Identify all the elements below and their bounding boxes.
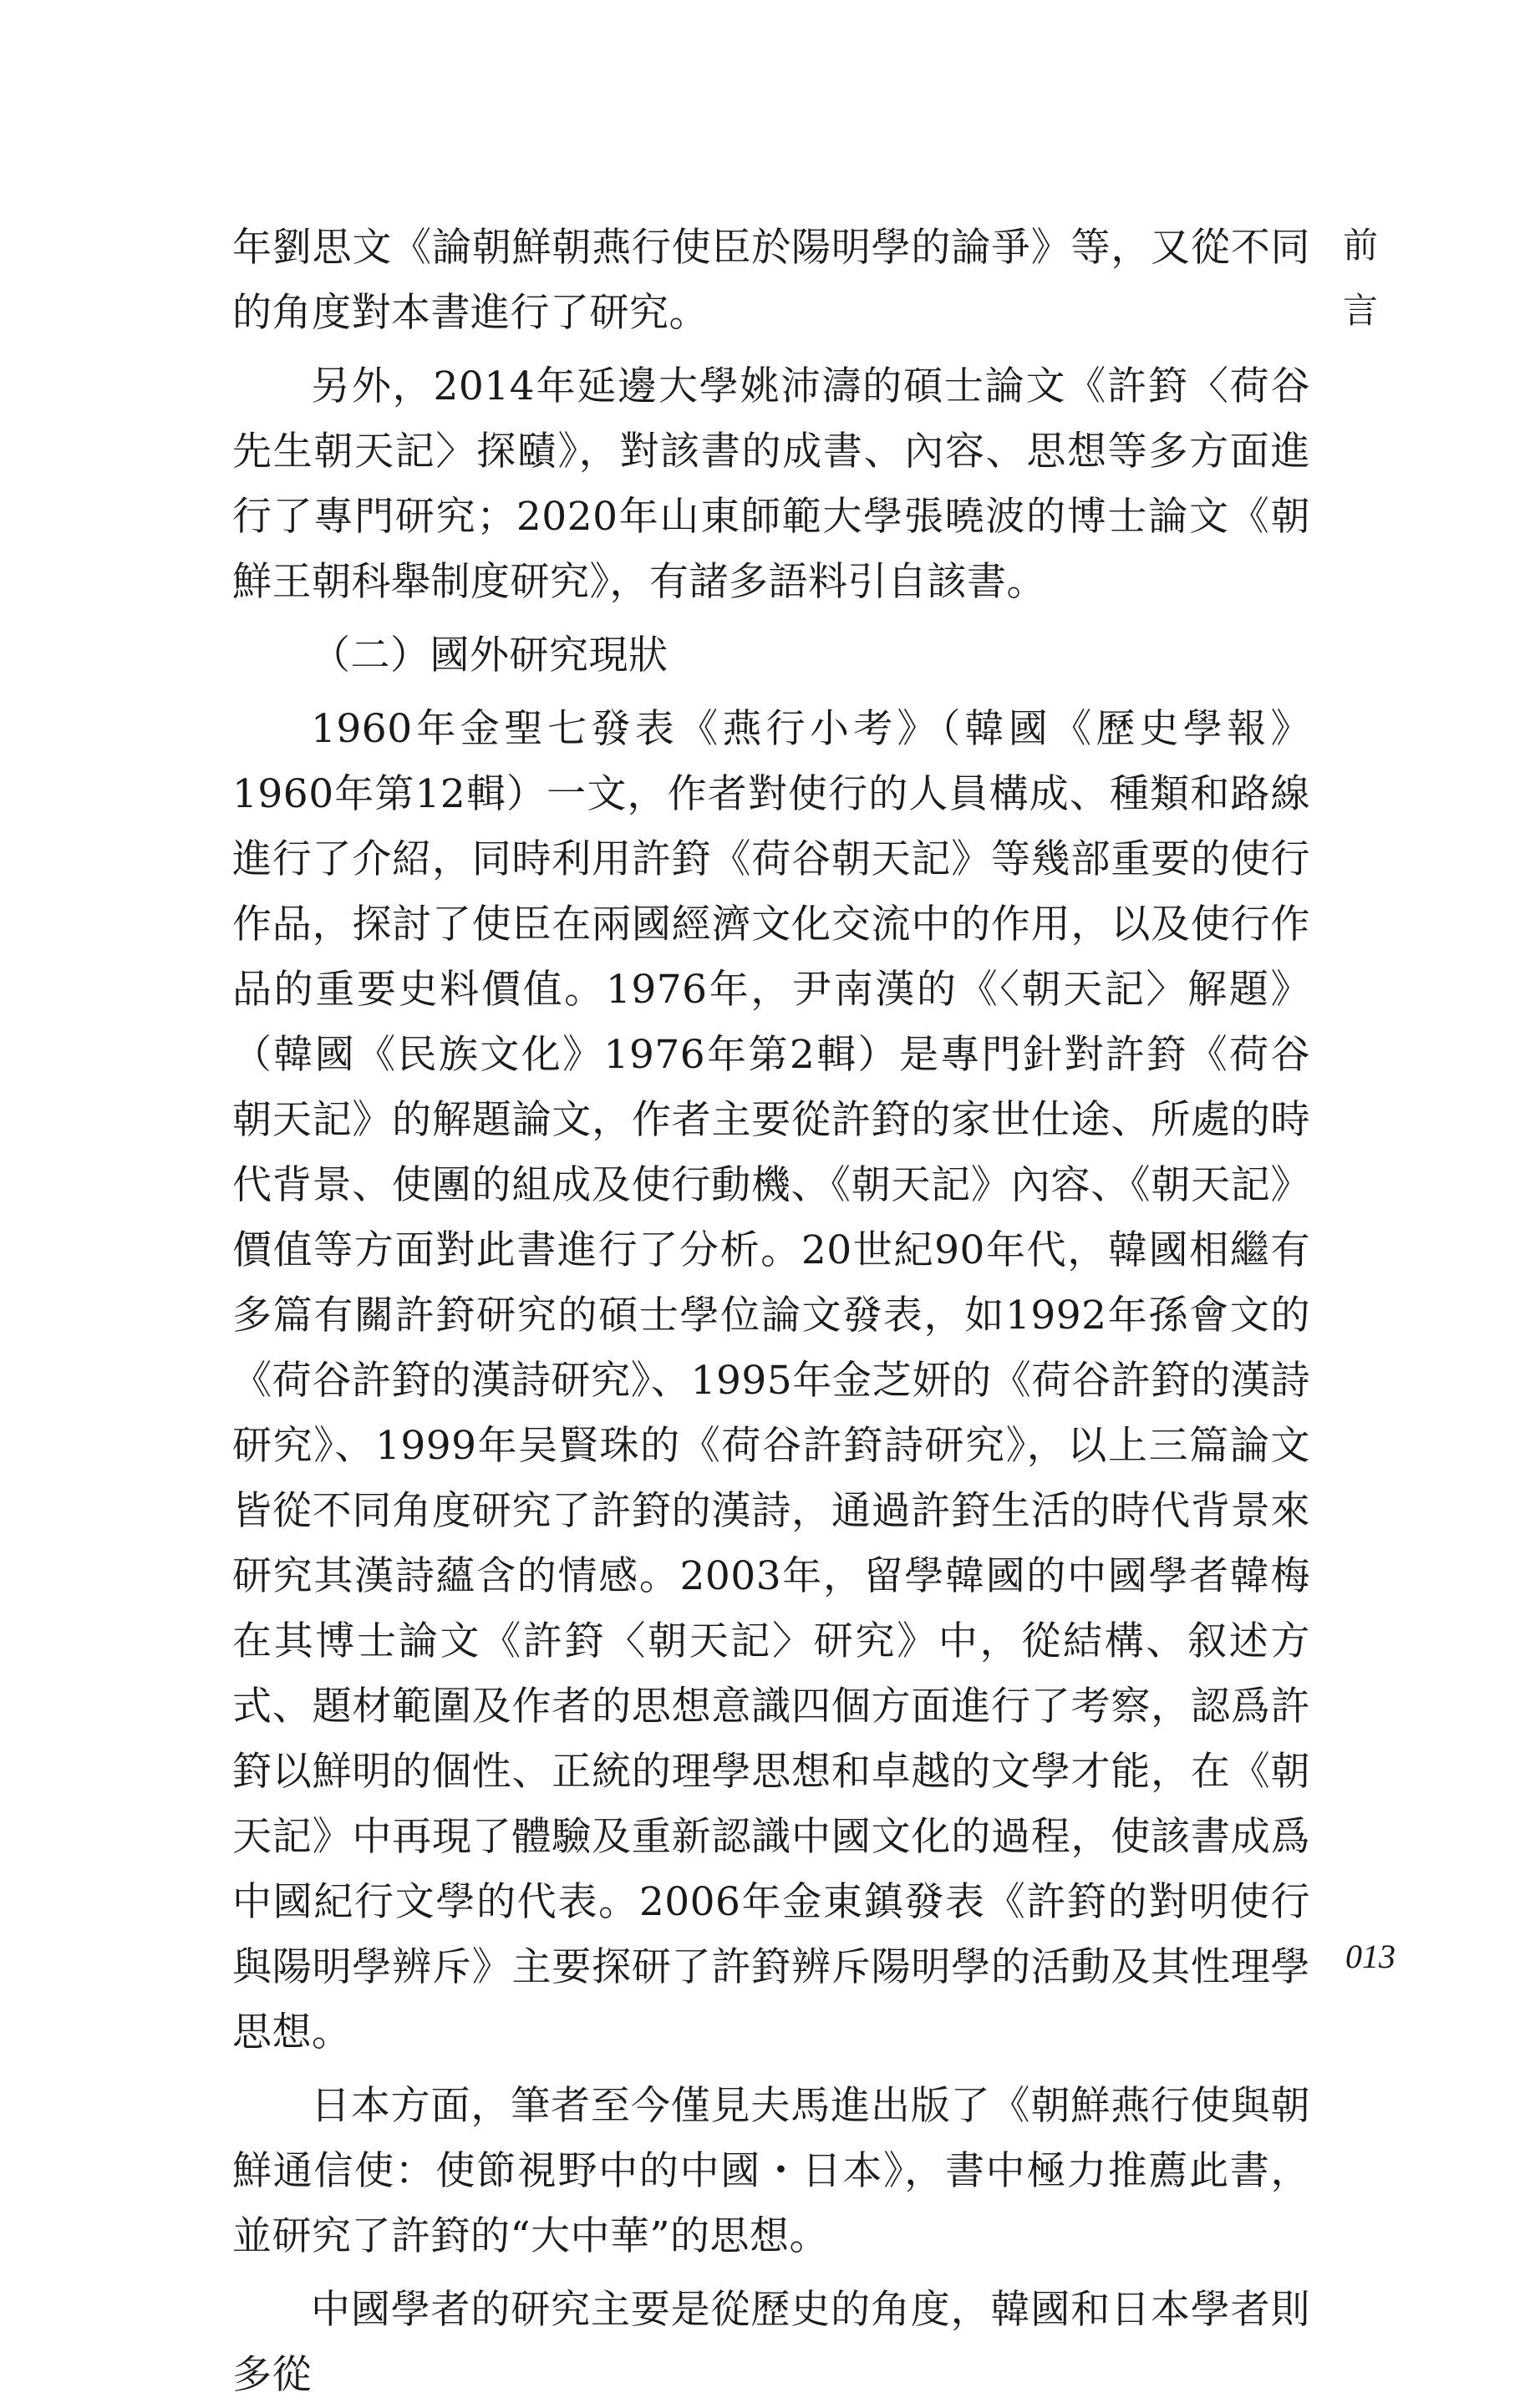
paragraph: 年劉思文《論朝鮮朝燕行使臣於陽明學的論爭》等，又從不同的角度對本書進行了研究。	[232, 225, 1310, 336]
running-header-char: 言	[1342, 290, 1378, 331]
paragraph: 中國學者的研究主要是從歷史的角度，韓國和日本學者則多從	[232, 2287, 1310, 2398]
paragraph: 另外，2014年延邊大學姚沛濤的碩士論文《許篈〈荷谷先生朝天記〉探賾》，對該書的成書、內容、思想等多方面進行了專門研究；2020年山東師範大學張曉波的博士論文《朝鮮王朝科舉制度研究》，有諸多語料引自該書。	[232, 363, 1310, 605]
section-heading: （二）國外研究現狀	[311, 632, 668, 678]
running-header-char: 前	[1342, 225, 1378, 266]
body-text	[232, 216, 1310, 2408]
running-header	[1337, 213, 1384, 343]
paragraph: 1960年金聖七發表《燕行小考》（韓國《歷史學報》1960年第12輯）一文，作者對使行的人員構成、種類和路線進行了介紹，同時利用許篈《荷谷朝天記》等幾部重要的使行作品，探討了使臣在兩國經濟文化交流中的作用，以及使行作品的重要史料價值。1976年，尹南漢的《〈朝天記〉解題》（韓國《民族文化》1976年第2輯）是專門針對許篈《荷谷朝天記》的解題論文，作者主要從許篈的家世仕途、所處的時代背景、使團的組成及使行動機、《朝天記》內容、《朝天記》價值等方面對此書進行了分析。20世紀90年代，韓國相繼有多篇有關許篈研究的碩士學位論文發表，如1992年孫會文的《荷谷許篈的漢詩研究》、1995年金芝妍的《荷谷許篈的漢詩研究》、1999年吴賢珠的《荷谷許篈詩研究》，以上三篇論文皆從不同角度研究了許篈的漢詩，通過許篈生活的時代背景來研究其漢詩蘊含的情感。2003年，留學韓國的中國學者韓梅在其博士論文《許篈〈朝天記〉研究》中，從結構、叙述方式、題材範圍及作者的思想意識四個方面進行了考察，認爲許篈以鮮明的個性、正統的理學思想和卓越的文學才能，在《朝天記》中再現了體驗及重新認識中國文化的過程，使該書成爲中國紀行文學的代表。2006年金東鎮發表《許篈的對明使行與陽明學辨斥》主要探研了許篈辨斥陽明學的活動及其性理學思想。	[232, 706, 1310, 2055]
page-number: 013	[1345, 1938, 1395, 1975]
paragraph: 日本方面，筆者至今僅見夫馬進出版了《朝鮮燕行使與朝鮮通信使：使節視野中的中國・日本》，書中極力推薦此書，並研究了許篈的“大中華”的思想。	[232, 2083, 1310, 2259]
